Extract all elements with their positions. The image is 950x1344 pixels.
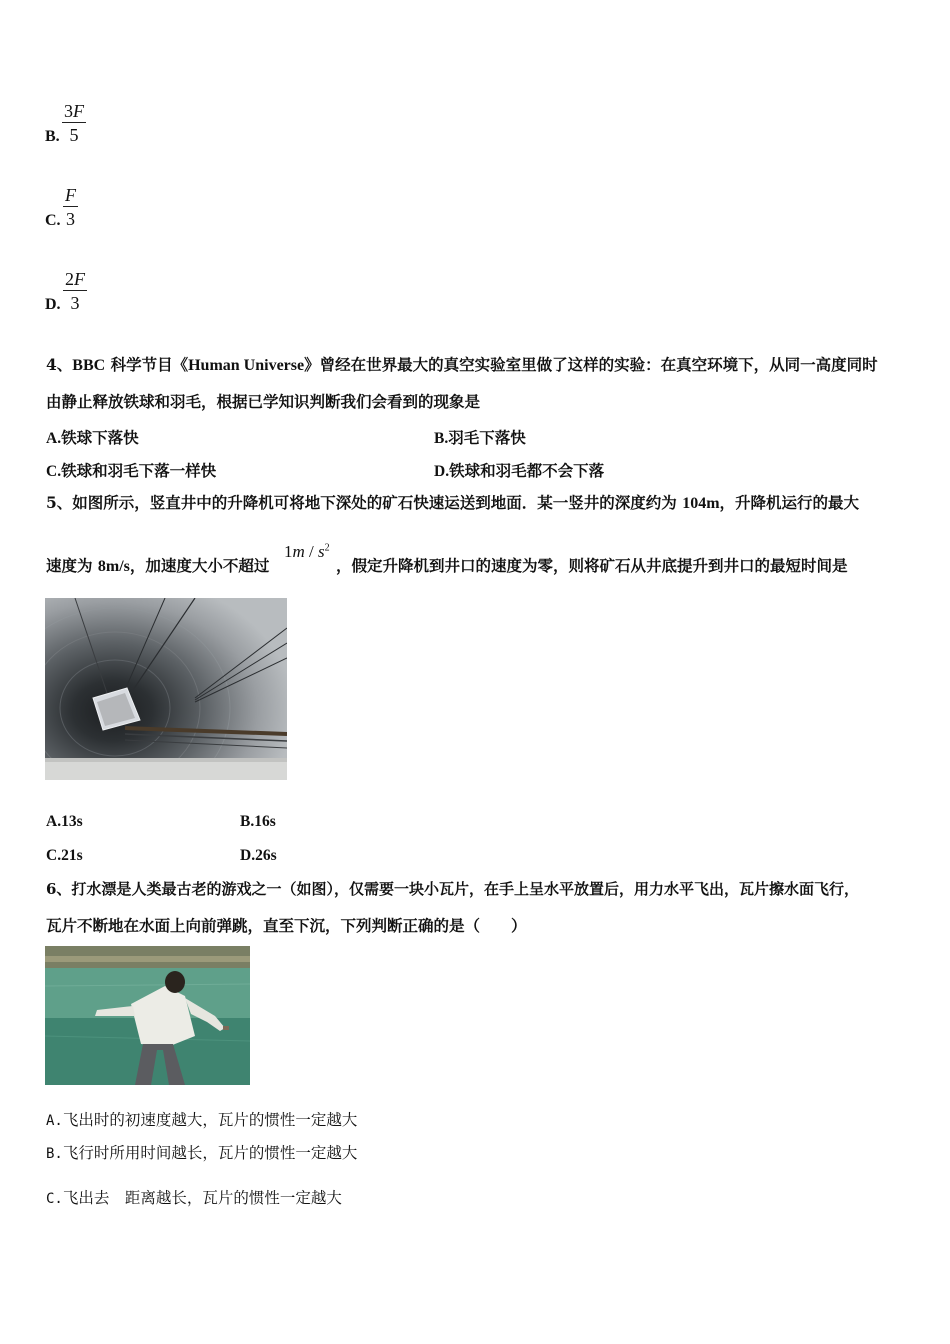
stone-skipping-illustration bbox=[45, 946, 250, 1085]
q6-option-a: A.飞出时的初速度越大，瓦片的惯性一定越大 bbox=[46, 1111, 358, 1129]
denominator: 3 bbox=[70, 293, 80, 313]
option-letter: B. bbox=[45, 128, 60, 145]
numerator-coef: 2 bbox=[65, 269, 74, 289]
question-4-line1: 4、BBC 科学节目《Human Universe》曾经在世界最大的真空实验室里做了这样的实验：在真空环境下，从同一高度同时 bbox=[46, 355, 878, 374]
q5-option-c: C.21s bbox=[46, 847, 83, 864]
question-5-line2-tail: ，假定升降机到井口的速度为零，则将矿石从井底提升到井口的最短时间是 bbox=[336, 556, 848, 575]
numerator-var: F bbox=[73, 101, 84, 121]
option-letter: D. bbox=[45, 296, 61, 313]
question-6-line2: 瓦片不断地在水面上向前弹跳，直至下沉，下列判断正确的是（ ） bbox=[46, 916, 527, 935]
question-5-line1: 5、如图所示，竖直井中的升降机可将地下深处的矿石快速运送到地面．某一竖井的深度约为 104m，升降机运行的最大 bbox=[46, 493, 860, 512]
q5-option-a: A.13s bbox=[46, 813, 83, 830]
fraction bbox=[62, 100, 86, 147]
question-5-line2: 速度为 8m/s，加速度大小不超过 bbox=[46, 556, 270, 575]
question-6-line1: 6、打水漂是人类最古老的游戏之一（如图），仅需要一块小瓦片，在手上呈水平放置后，用力水平飞出，瓦片擦水面飞行， bbox=[46, 880, 859, 898]
stone-skipping-photo bbox=[45, 946, 250, 1085]
q6-option-b: B.飞行时所用时间越长，瓦片的惯性一定越大 bbox=[46, 1144, 358, 1162]
q4-option-b: B.羽毛下落快 bbox=[434, 428, 526, 447]
fraction bbox=[63, 268, 87, 315]
denominator: 3 bbox=[66, 209, 75, 229]
q5-option-b: B.16s bbox=[240, 813, 276, 830]
q5-option-d: D.26s bbox=[240, 847, 277, 864]
q6-option-c: C.飞出去 距离越长，瓦片的惯性一定越大 bbox=[46, 1189, 342, 1207]
question-4-line2: 由静止释放铁球和羽毛，根据已学知识判断我们会看到的现象是 bbox=[46, 392, 481, 411]
mine-shaft-photo bbox=[45, 598, 287, 780]
denominator: 5 bbox=[69, 125, 79, 145]
option-letter: C. bbox=[45, 212, 61, 229]
acceleration-unit: $1m / s^2$ bbox=[284, 542, 330, 561]
q4-option-a: A.铁球下落快 bbox=[46, 428, 139, 447]
fraction bbox=[63, 184, 78, 231]
numerator-var: F bbox=[65, 185, 76, 205]
mine-shaft-illustration bbox=[45, 598, 287, 780]
numerator-coef: 3 bbox=[64, 101, 73, 121]
q4-option-d: D.铁球和羽毛都不会下落 bbox=[434, 461, 605, 480]
numerator-var: F bbox=[74, 269, 85, 289]
q4-option-c: C.铁球和羽毛下落一样快 bbox=[46, 461, 217, 480]
